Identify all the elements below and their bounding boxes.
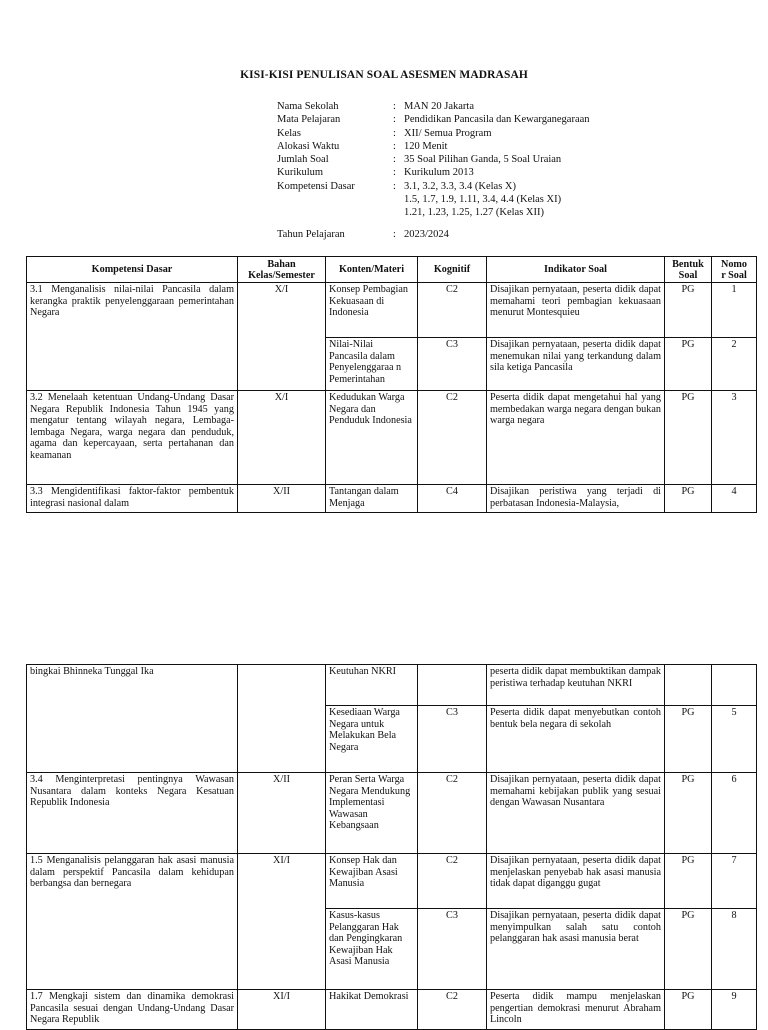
bentuk-cell: PG [665,338,712,391]
kisi-table-page-1 [26,256,757,513]
meta-colon: : [393,180,396,192]
table-row [27,485,757,513]
kognitif-cell: C2 [418,391,487,485]
bentuk-cell: PG [665,706,712,773]
meta-row [277,127,590,140]
meta-value-line: MAN 20 Jakarta [404,101,474,112]
document-title: KISI-KISI PENULISAN SOAL ASESMEN MADRASAH [240,69,528,81]
nomor-cell: 4 [712,485,757,513]
indikator-cell: peserta didik dapat membuktikan dampak peristiwa terhadap keutuhan NKRI [487,665,665,706]
bentuk-cell: PG [665,854,712,909]
meta-row [277,166,590,179]
meta-label: Nama Sekolah [277,101,339,112]
kd-cell: 3.3 Mengidentifikasi faktor-faktor pembentuk integrasi nasional dalam [27,485,238,513]
meta-colon: : [393,167,396,179]
kd-cell: 3.2 Menelaah ketentuan Undang-Undang Dasar Negara Republik Indonesia Tahun 1945 yang mengatur tentang wilayah negara, Lembaga-lembaga Negara, warga negara dan penduduk, agama dan kepercayaan, serta pertahanan dan keamanan [27,391,238,485]
materi-cell: Kesediaan Warga Negara untuk Melakukan Bela Negara [326,706,418,773]
materi-cell: Kedudukan Warga Negara dan Penduduk Indonesia [326,391,418,485]
table-row [27,773,757,854]
nomor-cell: 8 [712,909,757,990]
kelas-cell: XI/I [238,990,326,1030]
table-header-row [27,257,757,283]
materi-cell: Konsep Pembagian Kekuasaan di Indonesia [326,283,418,338]
meta-label: Kurikulum [277,167,324,179]
meta-label: Mata Pelajaran [277,114,341,126]
indikator-cell: Disajikan pernyataan, peserta didik dapat menemukan nilai yang terkandung dalam sila ketiga Pancasila [487,338,665,391]
meta-row [277,140,590,153]
indikator-cell: Disajikan pernyataan, peserta didik dapat memahami kebijakan publik yang sesuai dengan Wawasan Nusantara [487,773,665,854]
bentuk-cell: PG [665,990,712,1030]
kelas-cell: XI/I [238,854,326,990]
materi-cell: Konsep Hak dan Kewajiban Asasi Manusia [326,854,418,909]
meta-label: Kompetensi Dasar [277,180,355,192]
kd-cell: bingkai Bhinneka Tunggal Ika [27,665,238,773]
kd-cell: 1.7 Mengkaji sistem dan dinamika demokrasi Pancasila sesuai dengan Undang-Undang Dasar Negara Republik [27,990,238,1030]
nomor-cell: 6 [712,773,757,854]
meta-value [404,153,561,166]
meta-value [404,127,491,140]
meta-colon: : [393,114,396,126]
kognitif-cell: C3 [418,338,487,391]
kognitif-cell: C2 [418,283,487,338]
meta-row [277,180,590,220]
meta-row [277,100,590,113]
meta-label: Alokasi Waktu [277,140,340,152]
bentuk-cell: PG [665,283,712,338]
indikator-cell: Peserta didik mampu menjelaskan pengertian demokrasi menurut Abraham Lincoln [487,990,665,1030]
nomor-cell: 3 [712,391,757,485]
nomor-cell: 2 [712,338,757,391]
indikator-cell: Disajikan pernyataan, peserta didik dapat menyimpulkan salah satu contoh pelanggaran hak asasi manusia berat [487,909,665,990]
kd-cell: 3.4 Menginterpretasi pentingnya Wawasan Nusantara dalam konteks Negara Kesatuan Republik Indonesia [27,773,238,854]
table-row [27,665,757,706]
header-bentuk-soal: Bentuk Soal [665,257,712,283]
bentuk-cell: PG [665,909,712,990]
meta-colon: : [393,140,396,152]
materi-cell: Nilai-Nilai Pancasila dalam Penyelenggaraa n Pemerintahan [326,338,418,391]
kognitif-cell: C4 [418,485,487,513]
bentuk-cell: PG [665,391,712,485]
header-konten-materi: Konten/Materi [326,257,418,283]
materi-cell: Tantangan dalam Menjaga [326,485,418,513]
kelas-cell: X/I [238,391,326,485]
kelas-cell: X/II [238,485,326,513]
meta-value-line: 35 Soal Pilihan Ganda, 5 Soal Uraian [404,154,562,166]
meta-colon: : [393,101,396,112]
kelas-cell [238,665,326,773]
header-bahan-kelas: Bahan Kelas/Semester [238,257,326,283]
header-kognitif: Kognitif [418,257,487,283]
meta-value [404,228,449,241]
indikator-cell: Peserta didik dapat mengetahui hal yang membedakan warga negara dengan bukan warga negara [487,391,665,485]
meta-value-line: 120 Menit [404,140,448,152]
materi-cell: Hakikat Demokrasi [326,990,418,1030]
kognitif-cell: C3 [418,909,487,990]
meta-value [404,113,590,126]
nomor-cell: 7 [712,854,757,909]
kd-cell: 3.1 Menganalisis nilai-nilai Pancasila dalam kerangka praktik penyelenggaraan pemerintahan Negara [27,283,238,391]
kognitif-cell: C2 [418,990,487,1030]
table-row [27,391,757,485]
meta-row [277,228,590,241]
meta-value [404,166,474,179]
nomor-cell: 1 [712,283,757,338]
meta-label: Jumlah Soal [277,154,329,166]
kognitif-cell [418,665,487,706]
table-row [27,283,757,338]
meta-value [404,180,561,220]
indikator-cell: Disajikan pernyataan, peserta didik dapat menjelaskan penyebab hak asasi manusia tidak dapat diganggu gugat [487,854,665,909]
kognitif-cell: C2 [418,773,487,854]
kd-cell: 1.5 Menganalisis pelanggaran hak asasi manusia dalam perspektif Pancasila dalam kehidupan berbangsa dan bernegara [27,854,238,990]
kelas-cell: X/I [238,283,326,391]
meta-colon: : [393,127,396,139]
materi-cell: Peran Serta Warga Negara Mendukung Implementasi Wawasan Kebangsaan [326,773,418,854]
meta-label: Tahun Pelajaran [277,228,345,240]
indikator-cell: Disajikan peristiwa yang terjadi di perbatasan Indonesia-Malaysia, [487,485,665,513]
nomor-cell: 5 [712,706,757,773]
table-row [27,854,757,909]
meta-label: Kelas [277,127,301,139]
meta-value [404,100,474,113]
bentuk-cell: PG [665,485,712,513]
nomor-cell: 9 [712,990,757,1030]
indikator-cell: Peserta didik dapat menyebutkan contoh bentuk bela negara di sekolah [487,706,665,773]
kognitif-cell: C3 [418,706,487,773]
kelas-cell: X/II [238,773,326,854]
bentuk-cell: PG [665,773,712,854]
meta-value-line: XII/ Semua Program [404,127,492,139]
header-indikator-soal: Indikator Soal [487,257,665,283]
meta-value-line: Pendidikan Pancasila dan Kewarganegaraan [404,114,590,126]
meta-value-line: 1.5, 1.7, 1.9, 1.11, 3.4, 4.4 (Kelas XI) [404,194,562,206]
meta-row [277,153,590,166]
meta-row [277,113,590,126]
meta-value-line: Kurikulum 2013 [404,167,474,179]
meta-value-line: 3.1, 3.2, 3.3, 3.4 (Kelas X) [404,180,516,192]
nomor-cell [712,665,757,706]
header-kompetensi-dasar: Kompetensi Dasar [27,257,238,283]
meta-value-line: 2023/2024 [404,228,449,240]
meta-colon: : [393,228,396,240]
indikator-cell: Disajikan pernyataan, peserta didik dapat memahami teori pembagian kekuasaan menurut Montesquieu [487,283,665,338]
meta-value-line: 1.21, 1.23, 1.25, 1.27 (Kelas XII) [404,207,544,219]
kognitif-cell: C2 [418,854,487,909]
meta-value [404,140,447,153]
header-nomor-soal: Nomo r Soal [712,257,757,283]
bentuk-cell [665,665,712,706]
materi-cell: Keutuhan NKRI [326,665,418,706]
kisi-table-page-2 [26,664,757,1030]
meta-colon: : [393,154,396,166]
materi-cell: Kasus-kasus Pelanggaran Hak dan Pengingkaran Kewajiban Hak Asasi Manusia [326,909,418,990]
school-info [277,100,590,241]
